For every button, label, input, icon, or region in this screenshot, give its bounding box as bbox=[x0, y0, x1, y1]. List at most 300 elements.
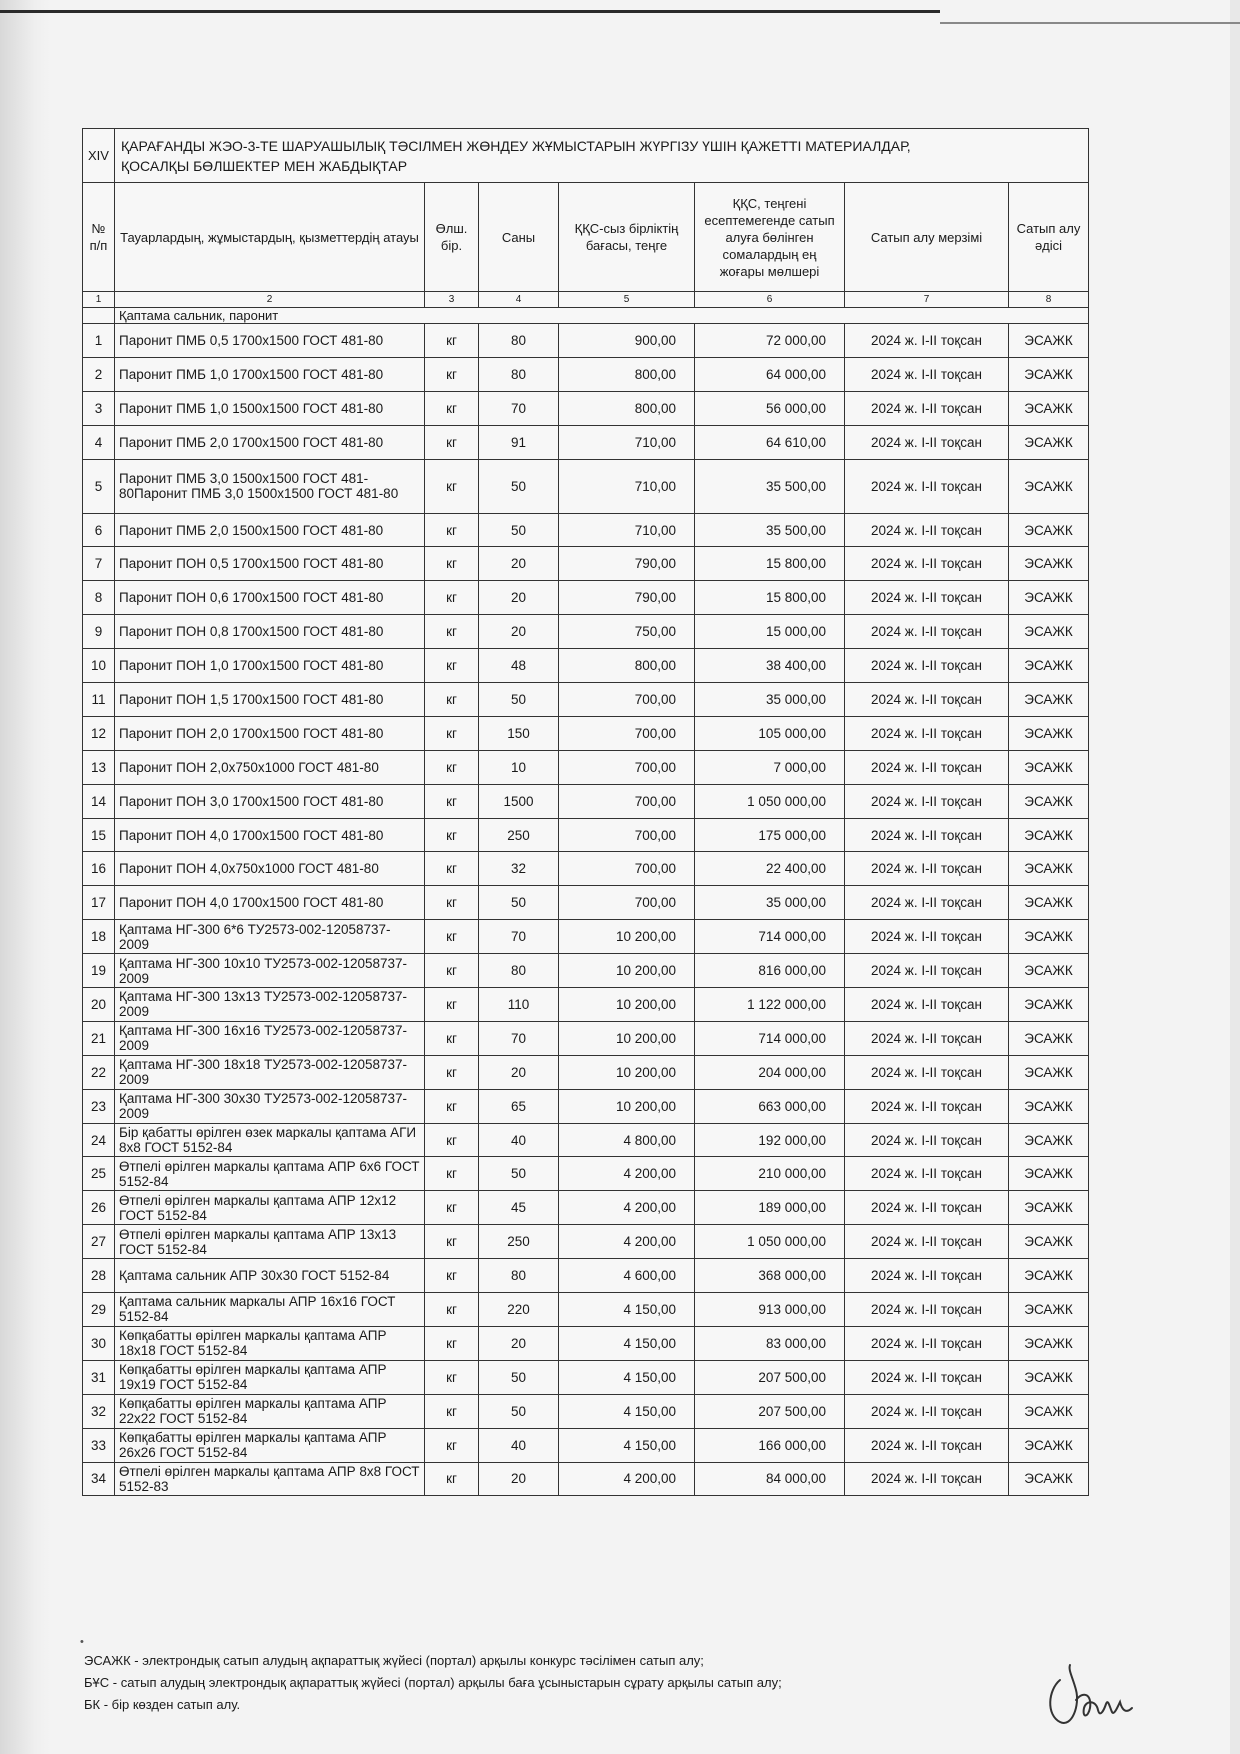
row-number: 8 bbox=[83, 581, 115, 615]
quantity: 250 bbox=[479, 818, 559, 852]
item-name: Қаптама НГ-300 6*6 ТУ2573-002-12058737-2009 bbox=[115, 920, 425, 954]
purchase-term: 2024 ж. I-II тоқсан bbox=[845, 784, 1009, 818]
purchase-method: ЭСАЖК bbox=[1009, 1326, 1089, 1360]
purchase-method: ЭСАЖК bbox=[1009, 920, 1089, 954]
column-index: 1 bbox=[83, 292, 115, 308]
table-row bbox=[83, 1326, 1089, 1360]
purchase-term: 2024 ж. I-II тоқсан bbox=[845, 1428, 1009, 1462]
table-row bbox=[83, 1225, 1089, 1259]
unit: кг bbox=[425, 886, 479, 920]
item-name: Өтпелі өрілген маркалы қаптама АПР 12х12 ГОСТ 5152-84 bbox=[115, 1191, 425, 1225]
header-sum: ҚҚС, теңгені есептемегенде сатып алуға бөлінген сомалардың ең жоғары мөлшері bbox=[695, 183, 845, 292]
unit-price: 700,00 bbox=[559, 750, 695, 784]
unit: кг bbox=[425, 818, 479, 852]
total-amount: 38 400,00 bbox=[695, 649, 845, 683]
total-amount: 72 000,00 bbox=[695, 324, 845, 358]
row-number: 10 bbox=[83, 649, 115, 683]
scan-right-edge bbox=[1230, 0, 1240, 1754]
table-row bbox=[83, 1428, 1089, 1462]
purchase-term: 2024 ж. I-II тоқсан bbox=[845, 1021, 1009, 1055]
item-name: Паронит ПМБ 2,0 1700х1500 ГОСТ 481-80 bbox=[115, 425, 425, 459]
table-row bbox=[83, 1021, 1089, 1055]
purchase-term: 2024 ж. I-II тоқсан bbox=[845, 954, 1009, 988]
unit: кг bbox=[425, 1021, 479, 1055]
purchase-method: ЭСАЖК bbox=[1009, 1191, 1089, 1225]
quantity: 110 bbox=[479, 988, 559, 1022]
table-row bbox=[83, 513, 1089, 547]
column-header-row bbox=[83, 183, 1089, 292]
quantity: 20 bbox=[479, 1055, 559, 1089]
purchase-method: ЭСАЖК bbox=[1009, 818, 1089, 852]
total-amount: 207 500,00 bbox=[695, 1360, 845, 1394]
unit: кг bbox=[425, 784, 479, 818]
row-number: 25 bbox=[83, 1157, 115, 1191]
purchase-term: 2024 ж. I-II тоқсан bbox=[845, 459, 1009, 513]
unit: кг bbox=[425, 1326, 479, 1360]
row-number: 7 bbox=[83, 547, 115, 581]
unit: кг bbox=[425, 1089, 479, 1123]
unit-price: 4 200,00 bbox=[559, 1462, 695, 1496]
purchase-method: ЭСАЖК bbox=[1009, 683, 1089, 717]
table-row bbox=[83, 1089, 1089, 1123]
unit: кг bbox=[425, 1123, 479, 1157]
row-number: 27 bbox=[83, 1225, 115, 1259]
row-number: 2 bbox=[83, 357, 115, 391]
quantity: 20 bbox=[479, 547, 559, 581]
purchase-method: ЭСАЖК bbox=[1009, 1123, 1089, 1157]
quantity: 80 bbox=[479, 1259, 559, 1293]
row-number: 34 bbox=[83, 1462, 115, 1496]
item-name: Қаптама НГ-300 18х18 ТУ2573-002-12058737-2009 bbox=[115, 1055, 425, 1089]
quantity: 70 bbox=[479, 920, 559, 954]
purchase-method: ЭСАЖК bbox=[1009, 954, 1089, 988]
header-qty: Саны bbox=[479, 183, 559, 292]
item-name: Паронит ПОН 1,0 1700х1500 ГОСТ 481-80 bbox=[115, 649, 425, 683]
total-amount: 15 800,00 bbox=[695, 547, 845, 581]
table-row bbox=[83, 391, 1089, 425]
total-amount: 166 000,00 bbox=[695, 1428, 845, 1462]
column-index: 8 bbox=[1009, 292, 1089, 308]
table-row bbox=[83, 1360, 1089, 1394]
purchase-method: ЭСАЖК bbox=[1009, 615, 1089, 649]
item-name: Паронит ПОН 3,0 1700х1500 ГОСТ 481-80 bbox=[115, 784, 425, 818]
unit-price: 4 150,00 bbox=[559, 1394, 695, 1428]
row-number: 4 bbox=[83, 425, 115, 459]
purchase-method: ЭСАЖК bbox=[1009, 1394, 1089, 1428]
purchase-method: ЭСАЖК bbox=[1009, 1021, 1089, 1055]
table-row bbox=[83, 615, 1089, 649]
table-row bbox=[83, 784, 1089, 818]
unit-price: 710,00 bbox=[559, 425, 695, 459]
row-number: 15 bbox=[83, 818, 115, 852]
table-row bbox=[83, 1123, 1089, 1157]
quantity: 20 bbox=[479, 1462, 559, 1496]
row-number: 6 bbox=[83, 513, 115, 547]
item-name: Қаптама сальник маркалы АПР 16х16 ГОСТ 5152-84 bbox=[115, 1293, 425, 1327]
table-row bbox=[83, 852, 1089, 886]
item-name: Қаптама НГ-300 10х10 ТУ2573-002-12058737-2009 bbox=[115, 954, 425, 988]
total-amount: 1 050 000,00 bbox=[695, 784, 845, 818]
unit: кг bbox=[425, 615, 479, 649]
unit-price: 4 150,00 bbox=[559, 1428, 695, 1462]
header-method: Сатып алу әдісі bbox=[1009, 183, 1089, 292]
purchase-method: ЭСАЖК bbox=[1009, 1462, 1089, 1496]
header-price: ҚҚС-сыз бірліктің бағасы, теңге bbox=[559, 183, 695, 292]
section-number: XIV bbox=[83, 129, 115, 183]
purchase-method: ЭСАЖК bbox=[1009, 425, 1089, 459]
unit: кг bbox=[425, 954, 479, 988]
purchase-method: ЭСАЖК bbox=[1009, 581, 1089, 615]
row-number: 9 bbox=[83, 615, 115, 649]
purchase-term: 2024 ж. I-II тоқсан bbox=[845, 547, 1009, 581]
purchase-method: ЭСАЖК bbox=[1009, 324, 1089, 358]
item-name: Паронит ПОН 2,0 1700х1500 ГОСТ 481-80 bbox=[115, 716, 425, 750]
purchase-term: 2024 ж. I-II тоқсан bbox=[845, 513, 1009, 547]
row-number: 11 bbox=[83, 683, 115, 717]
purchase-term: 2024 ж. I-II тоқсан bbox=[845, 391, 1009, 425]
quantity: 20 bbox=[479, 615, 559, 649]
unit: кг bbox=[425, 988, 479, 1022]
section-title-line1: ҚАРАҒАНДЫ ЖЭО-3-ТЕ ШАРУАШЫЛЫҚ ТӘСІЛМЕН ЖӨНДЕУ ЖҰМЫСТАРЫН ЖҮРГІЗУ ҮШІН ҚАЖЕТТІ МАТЕРИАЛДАР, bbox=[121, 137, 911, 154]
unit: кг bbox=[425, 1157, 479, 1191]
item-name: Паронит ПОН 0,5 1700х1500 ГОСТ 481-80 bbox=[115, 547, 425, 581]
unit-price: 4 150,00 bbox=[559, 1326, 695, 1360]
item-name: Бір қабатты өрілген өзек маркалы қаптама АГИ 8х8 ГОСТ 5152-84 bbox=[115, 1123, 425, 1157]
table-row bbox=[83, 1462, 1089, 1496]
unit: кг bbox=[425, 425, 479, 459]
item-name: Паронит ПОН 4,0 1700х1500 ГОСТ 481-80 bbox=[115, 886, 425, 920]
purchase-method: ЭСАЖК bbox=[1009, 852, 1089, 886]
purchase-method: ЭСАЖК bbox=[1009, 988, 1089, 1022]
row-number: 18 bbox=[83, 920, 115, 954]
unit: кг bbox=[425, 357, 479, 391]
item-name: Қаптама НГ-300 30х30 ТУ2573-002-12058737-2009 bbox=[115, 1089, 425, 1123]
unit: кг bbox=[425, 750, 479, 784]
row-number: 17 bbox=[83, 886, 115, 920]
quantity: 40 bbox=[479, 1428, 559, 1462]
unit-price: 4 200,00 bbox=[559, 1157, 695, 1191]
item-name: Қаптама НГ-300 13х13 ТУ2573-002-12058737-2009 bbox=[115, 988, 425, 1022]
row-number: 28 bbox=[83, 1259, 115, 1293]
total-amount: 15 800,00 bbox=[695, 581, 845, 615]
table-body bbox=[83, 324, 1089, 1496]
group-title: Қаптама сальник, паронит bbox=[115, 308, 1089, 324]
purchase-method: ЭСАЖК bbox=[1009, 459, 1089, 513]
unit: кг bbox=[425, 716, 479, 750]
row-number: 22 bbox=[83, 1055, 115, 1089]
unit-price: 4 200,00 bbox=[559, 1191, 695, 1225]
row-number: 19 bbox=[83, 954, 115, 988]
quantity: 50 bbox=[479, 886, 559, 920]
purchase-term: 2024 ж. I-II тоқсан bbox=[845, 1191, 1009, 1225]
purchase-term: 2024 ж. I-II тоқсан bbox=[845, 920, 1009, 954]
purchase-term: 2024 ж. I-II тоқсан bbox=[845, 1462, 1009, 1496]
unit: кг bbox=[425, 1293, 479, 1327]
quantity: 80 bbox=[479, 357, 559, 391]
header-name: Тауарлардың, жұмыстардың, қызметтердің атауы bbox=[115, 183, 425, 292]
purchase-method: ЭСАЖК bbox=[1009, 1360, 1089, 1394]
quantity: 50 bbox=[479, 1157, 559, 1191]
item-name: Қаптама сальник АПР 30х30 ГОСТ 5152-84 bbox=[115, 1259, 425, 1293]
total-amount: 35 500,00 bbox=[695, 513, 845, 547]
total-amount: 84 000,00 bbox=[695, 1462, 845, 1496]
unit-price: 700,00 bbox=[559, 886, 695, 920]
total-amount: 105 000,00 bbox=[695, 716, 845, 750]
item-name: Паронит ПОН 0,8 1700х1500 ГОСТ 481-80 bbox=[115, 615, 425, 649]
unit: кг bbox=[425, 391, 479, 425]
unit-price: 4 200,00 bbox=[559, 1225, 695, 1259]
item-name: Көпқабатты өрілген маркалы қаптама АПР 22х22 ГОСТ 5152-84 bbox=[115, 1394, 425, 1428]
item-name: Паронит ПМБ 3,0 1500х1500 ГОСТ 481-80Паронит ПМБ 3,0 1500х1500 ГОСТ 481-80 bbox=[115, 459, 425, 513]
handwritten-signature bbox=[1040, 1660, 1160, 1730]
unit-price: 10 200,00 bbox=[559, 1089, 695, 1123]
purchase-term: 2024 ж. I-II тоқсан bbox=[845, 357, 1009, 391]
footnote-bullet: • bbox=[80, 1636, 84, 1648]
table-row bbox=[83, 683, 1089, 717]
table-row bbox=[83, 886, 1089, 920]
table-row bbox=[83, 547, 1089, 581]
row-number: 31 bbox=[83, 1360, 115, 1394]
unit-price: 10 200,00 bbox=[559, 954, 695, 988]
quantity: 45 bbox=[479, 1191, 559, 1225]
footnotes bbox=[84, 1650, 782, 1716]
row-number: 20 bbox=[83, 988, 115, 1022]
unit-price: 700,00 bbox=[559, 683, 695, 717]
item-name: Паронит ПОН 2,0х750х1000 ГОСТ 481-80 bbox=[115, 750, 425, 784]
purchase-method: ЭСАЖК bbox=[1009, 1225, 1089, 1259]
row-number: 32 bbox=[83, 1394, 115, 1428]
scan-top-line bbox=[0, 10, 940, 13]
row-number: 1 bbox=[83, 324, 115, 358]
unit: кг bbox=[425, 547, 479, 581]
purchase-term: 2024 ж. I-II тоқсан bbox=[845, 716, 1009, 750]
purchase-method: ЭСАЖК bbox=[1009, 391, 1089, 425]
unit: кг bbox=[425, 1259, 479, 1293]
item-name: Паронит ПМБ 0,5 1700х1500 ГОСТ 481-80 bbox=[115, 324, 425, 358]
purchase-term: 2024 ж. I-II тоқсан bbox=[845, 649, 1009, 683]
quantity: 70 bbox=[479, 391, 559, 425]
total-amount: 83 000,00 bbox=[695, 1326, 845, 1360]
purchase-method: ЭСАЖК bbox=[1009, 1428, 1089, 1462]
section-header-row bbox=[83, 129, 1089, 183]
row-number: 33 bbox=[83, 1428, 115, 1462]
unit: кг bbox=[425, 324, 479, 358]
table-row bbox=[83, 1259, 1089, 1293]
unit-price: 800,00 bbox=[559, 357, 695, 391]
unit: кг bbox=[425, 1191, 479, 1225]
row-number: 23 bbox=[83, 1089, 115, 1123]
total-amount: 816 000,00 bbox=[695, 954, 845, 988]
item-name: Паронит ПОН 4,0х750х1000 ГОСТ 481-80 bbox=[115, 852, 425, 886]
table-row bbox=[83, 716, 1089, 750]
total-amount: 175 000,00 bbox=[695, 818, 845, 852]
purchase-method: ЭСАЖК bbox=[1009, 1055, 1089, 1089]
quantity: 91 bbox=[479, 425, 559, 459]
footnote-bk: БК - бір көзден сатып алу. bbox=[84, 1697, 241, 1712]
unit-price: 4 150,00 bbox=[559, 1360, 695, 1394]
purchase-term: 2024 ж. I-II тоқсан bbox=[845, 615, 1009, 649]
footnote-esazhk: ЭСАЖК - электрондық сатып алудың ақпараттық жүйесі (портал) арқылы конкурс тәсілімен сатып алу; bbox=[84, 1653, 704, 1668]
quantity: 50 bbox=[479, 1394, 559, 1428]
total-amount: 192 000,00 bbox=[695, 1123, 845, 1157]
table-row bbox=[83, 1293, 1089, 1327]
table-row bbox=[83, 425, 1089, 459]
unit-price: 4 600,00 bbox=[559, 1259, 695, 1293]
purchase-method: ЭСАЖК bbox=[1009, 547, 1089, 581]
purchase-method: ЭСАЖК bbox=[1009, 1293, 1089, 1327]
table-row bbox=[83, 1157, 1089, 1191]
purchase-term: 2024 ж. I-II тоқсан bbox=[845, 818, 1009, 852]
item-name: Өтпелі өрілген маркалы қаптама АПР 6х6 ГОСТ 5152-84 bbox=[115, 1157, 425, 1191]
total-amount: 1 050 000,00 bbox=[695, 1225, 845, 1259]
unit: кг bbox=[425, 852, 479, 886]
item-name: Өтпелі өрілген маркалы қаптама АПР 8х8 ГОСТ 5152-83 bbox=[115, 1462, 425, 1496]
row-number: 3 bbox=[83, 391, 115, 425]
purchase-term: 2024 ж. I-II тоқсан bbox=[845, 1123, 1009, 1157]
unit-price: 750,00 bbox=[559, 615, 695, 649]
row-number: 24 bbox=[83, 1123, 115, 1157]
table-row bbox=[83, 1191, 1089, 1225]
quantity: 20 bbox=[479, 1326, 559, 1360]
purchase-term: 2024 ж. I-II тоқсан bbox=[845, 1293, 1009, 1327]
item-name: Паронит ПОН 4,0 1700х1500 ГОСТ 481-80 bbox=[115, 818, 425, 852]
purchase-method: ЭСАЖК bbox=[1009, 1259, 1089, 1293]
total-amount: 35 500,00 bbox=[695, 459, 845, 513]
unit-price: 710,00 bbox=[559, 459, 695, 513]
quantity: 220 bbox=[479, 1293, 559, 1327]
total-amount: 210 000,00 bbox=[695, 1157, 845, 1191]
unit: кг bbox=[425, 649, 479, 683]
procurement-table bbox=[82, 128, 1089, 1496]
header-term: Сатып алу мерзімі bbox=[845, 183, 1009, 292]
unit-price: 4 150,00 bbox=[559, 1293, 695, 1327]
quantity: 65 bbox=[479, 1089, 559, 1123]
unit-price: 790,00 bbox=[559, 581, 695, 615]
total-amount: 56 000,00 bbox=[695, 391, 845, 425]
total-amount: 913 000,00 bbox=[695, 1293, 845, 1327]
quantity: 48 bbox=[479, 649, 559, 683]
table-row bbox=[83, 920, 1089, 954]
purchase-term: 2024 ж. I-II тоқсан bbox=[845, 1157, 1009, 1191]
item-name: Паронит ПОН 0,6 1700х1500 ГОСТ 481-80 bbox=[115, 581, 425, 615]
unit-price: 4 800,00 bbox=[559, 1123, 695, 1157]
column-index-row bbox=[83, 292, 1089, 308]
quantity: 40 bbox=[479, 1123, 559, 1157]
table-row bbox=[83, 581, 1089, 615]
quantity: 10 bbox=[479, 750, 559, 784]
item-name: Өтпелі өрілген маркалы қаптама АПР 13х13 ГОСТ 5152-84 bbox=[115, 1225, 425, 1259]
quantity: 50 bbox=[479, 459, 559, 513]
purchase-method: ЭСАЖК bbox=[1009, 784, 1089, 818]
unit-price: 10 200,00 bbox=[559, 988, 695, 1022]
purchase-term: 2024 ж. I-II тоқсан bbox=[845, 988, 1009, 1022]
purchase-term: 2024 ж. I-II тоқсан bbox=[845, 1259, 1009, 1293]
unit-price: 800,00 bbox=[559, 649, 695, 683]
purchase-term: 2024 ж. I-II тоқсан bbox=[845, 324, 1009, 358]
quantity: 1500 bbox=[479, 784, 559, 818]
unit-price: 710,00 bbox=[559, 513, 695, 547]
unit-price: 790,00 bbox=[559, 547, 695, 581]
unit: кг bbox=[425, 1394, 479, 1428]
item-name: Көпқабатты өрілген маркалы қаптама АПР 19х19 ГОСТ 5152-84 bbox=[115, 1360, 425, 1394]
unit: кг bbox=[425, 1428, 479, 1462]
total-amount: 207 500,00 bbox=[695, 1394, 845, 1428]
unit-price: 800,00 bbox=[559, 391, 695, 425]
group-row bbox=[83, 308, 1089, 324]
quantity: 80 bbox=[479, 324, 559, 358]
unit: кг bbox=[425, 1360, 479, 1394]
row-number: 16 bbox=[83, 852, 115, 886]
purchase-method: ЭСАЖК bbox=[1009, 716, 1089, 750]
table-row bbox=[83, 459, 1089, 513]
quantity: 50 bbox=[479, 683, 559, 717]
row-number: 30 bbox=[83, 1326, 115, 1360]
total-amount: 714 000,00 bbox=[695, 1021, 845, 1055]
item-name: Қаптама НГ-300 16х16 ТУ2573-002-12058737-2009 bbox=[115, 1021, 425, 1055]
unit: кг bbox=[425, 581, 479, 615]
unit: кг bbox=[425, 1225, 479, 1259]
row-number: 21 bbox=[83, 1021, 115, 1055]
scan-left-edge bbox=[0, 0, 50, 1754]
purchase-term: 2024 ж. I-II тоқсан bbox=[845, 750, 1009, 784]
item-name: Паронит ПОН 1,5 1700х1500 ГОСТ 481-80 bbox=[115, 683, 425, 717]
purchase-term: 2024 ж. I-II тоқсан bbox=[845, 1225, 1009, 1259]
purchase-method: ЭСАЖК bbox=[1009, 750, 1089, 784]
table-row bbox=[83, 750, 1089, 784]
column-index: 3 bbox=[425, 292, 479, 308]
purchase-term: 2024 ж. I-II тоқсан bbox=[845, 852, 1009, 886]
total-amount: 35 000,00 bbox=[695, 683, 845, 717]
purchase-method: ЭСАЖК bbox=[1009, 1157, 1089, 1191]
item-name: Паронит ПМБ 1,0 1500х1500 ГОСТ 481-80 bbox=[115, 391, 425, 425]
column-index: 4 bbox=[479, 292, 559, 308]
unit: кг bbox=[425, 459, 479, 513]
total-amount: 1 122 000,00 bbox=[695, 988, 845, 1022]
total-amount: 204 000,00 bbox=[695, 1055, 845, 1089]
purchase-term: 2024 ж. I-II тоқсан bbox=[845, 886, 1009, 920]
unit-price: 10 200,00 bbox=[559, 1021, 695, 1055]
table-row bbox=[83, 649, 1089, 683]
table-row bbox=[83, 324, 1089, 358]
row-number: 13 bbox=[83, 750, 115, 784]
row-number: 26 bbox=[83, 1191, 115, 1225]
unit-price: 700,00 bbox=[559, 818, 695, 852]
quantity: 50 bbox=[479, 1360, 559, 1394]
unit-price: 900,00 bbox=[559, 324, 695, 358]
total-amount: 189 000,00 bbox=[695, 1191, 845, 1225]
table-row bbox=[83, 357, 1089, 391]
total-amount: 663 000,00 bbox=[695, 1089, 845, 1123]
purchase-term: 2024 ж. I-II тоқсан bbox=[845, 1089, 1009, 1123]
header-unit: Өлш. бір. bbox=[425, 183, 479, 292]
table-row bbox=[83, 1055, 1089, 1089]
total-amount: 64 610,00 bbox=[695, 425, 845, 459]
quantity: 50 bbox=[479, 513, 559, 547]
footnote-bus: БҰС - сатып алудың электрондық ақпараттық жүйесі (портал) арқылы баға ұсыныстарын сұрату арқылы сатып алу; bbox=[84, 1675, 782, 1690]
unit-price: 700,00 bbox=[559, 716, 695, 750]
column-index: 7 bbox=[845, 292, 1009, 308]
row-number: 14 bbox=[83, 784, 115, 818]
header-num: № п/п bbox=[83, 183, 115, 292]
table-row bbox=[83, 818, 1089, 852]
table-row bbox=[83, 954, 1089, 988]
total-amount: 15 000,00 bbox=[695, 615, 845, 649]
quantity: 80 bbox=[479, 954, 559, 988]
unit: кг bbox=[425, 1055, 479, 1089]
unit: кг bbox=[425, 920, 479, 954]
purchase-term: 2024 ж. I-II тоқсан bbox=[845, 425, 1009, 459]
row-number: 12 bbox=[83, 716, 115, 750]
